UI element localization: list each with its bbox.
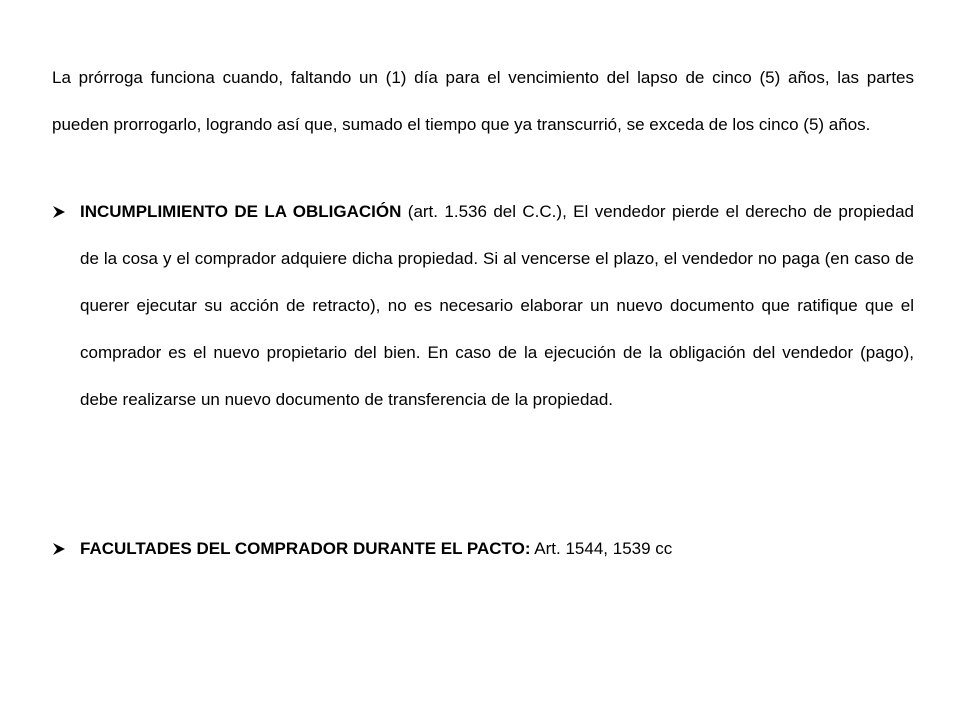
intro-paragraph	[52, 54, 914, 148]
bullet-text: (art. 1.536 del C.C.), El vendedor pierde el derecho de propiedad de la cosa y el comprador adquiere dicha propiedad. Si al vencerse el plazo, el vendedor no paga (en caso de querer ejecutar su acción de retracto), no es necesario elaborar un nuevo documento que ratifique que el comprador es el nuevo propietario del bien. En caso de la ejecución de la obligación del vendedor (pago), debe realizarse un nuevo documento de transferencia de la propiedad.	[80, 202, 914, 409]
bullet-heading: FACULTADES DEL COMPRADOR DURANTE EL PACTO:	[80, 539, 531, 558]
intro-paragraph-text: La prórroga funciona cuando, faltando un (1) día para el vencimiento del lapso de cinco (5) años, las partes pueden prorrogarlo, logrando así que, sumado el tiempo que ya transcurrió, se exceda de los cinco (5) años.	[52, 68, 914, 134]
bullet-body	[80, 525, 914, 572]
bullet-item-incumplimiento	[52, 188, 914, 423]
arrowhead-bullet-icon	[52, 525, 80, 572]
bullet-heading: INCUMPLIMIENTO DE LA OBLIGACIÓN	[80, 202, 402, 221]
bullet-text: Art. 1544, 1539 cc	[530, 539, 673, 558]
arrowhead-bullet-icon	[52, 188, 80, 235]
bullet-body	[80, 188, 914, 423]
bullet-item-facultades	[52, 525, 914, 572]
